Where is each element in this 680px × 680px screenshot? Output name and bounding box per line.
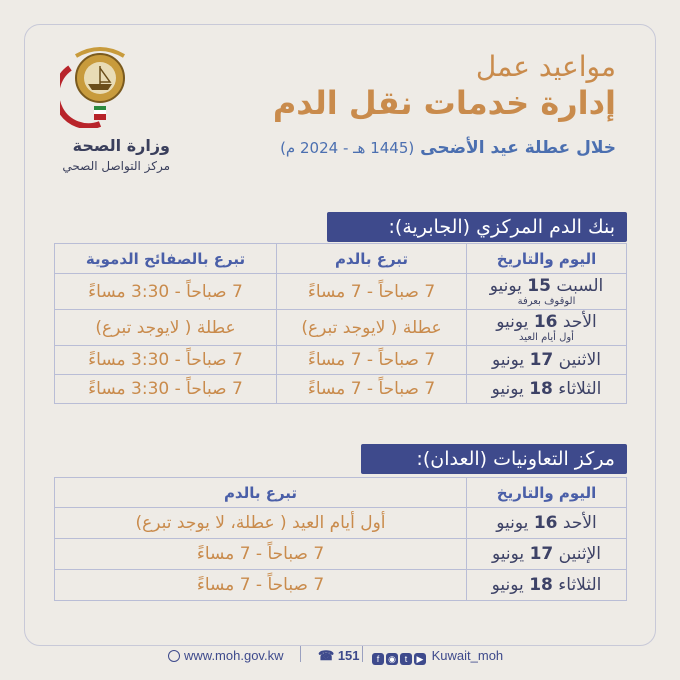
ministry-block (40, 136, 170, 173)
footer (0, 644, 680, 670)
day-month: يونيو (491, 350, 525, 370)
table-row (55, 310, 627, 346)
table-row (55, 346, 627, 375)
day-name: الثلاثاء (558, 379, 602, 399)
s1-row1-platelets: 7 صباحاً - 3:30 مساءً (55, 274, 277, 310)
title-line3-text: خلال عطلة عيد الأضحى (420, 138, 616, 158)
s2-row2-blood: 7 صباحاً - 7 مساءً (55, 539, 467, 570)
s2-row1-blood: أول أيام العيد ( عطلة، لا يوجد تبرع) (55, 508, 467, 539)
day-month: يونيو (496, 312, 529, 332)
table-row (55, 570, 627, 601)
s2-row2-day (467, 539, 627, 570)
day-date: 18 (529, 379, 553, 399)
divider (300, 646, 301, 662)
s2-header-blood: تبرع بالدم (55, 478, 467, 508)
day-date: 18 (529, 575, 553, 595)
table-row (55, 508, 627, 539)
table-row (55, 375, 627, 404)
section2-heading: مركز التعاونيات (العدان): (361, 444, 627, 474)
day-month: يونيو (491, 544, 525, 564)
s1-row4-day (467, 375, 627, 404)
title-line3-dates: (1445 هـ - 2024 م) (280, 139, 415, 157)
day-note: أول أيام العيد (519, 332, 574, 343)
title-line1: مواعيد عمل (475, 50, 616, 83)
s1-row4-platelets: 7 صباحاً - 3:30 مساءً (55, 375, 277, 404)
day-date: 17 (529, 350, 554, 370)
s1-row1-day (467, 274, 627, 310)
day-month: يونيو (489, 276, 522, 296)
day-date: 17 (529, 544, 554, 564)
ministry-center: مركز التواصل الصحي (62, 159, 170, 173)
s1-row3-day (467, 346, 627, 375)
social-links (372, 648, 503, 665)
day-name: الثلاثاء (558, 575, 602, 595)
s2-row1-day (467, 508, 627, 539)
phone-text: 151 (337, 648, 360, 663)
s1-row2-day (467, 310, 627, 346)
s1-row4-blood: 7 صباحاً - 7 مساءً (277, 375, 467, 404)
social-handle[interactable]: Kuwait_moh (431, 648, 504, 663)
day-date: 16 (533, 312, 558, 332)
s2-row3-blood: 7 صباحاً - 7 مساءً (55, 570, 467, 601)
s1-header-platelets: تبرع بالصفائح الدموية (55, 244, 277, 274)
instagram-icon[interactable]: ◉ (386, 653, 398, 665)
day-month: يونيو (491, 575, 524, 595)
divider (362, 646, 363, 662)
twitter-icon[interactable]: t (400, 653, 412, 665)
section1-heading: بنك الدم المركزي (الجابرية): (327, 212, 627, 242)
phone-number[interactable] (318, 648, 360, 664)
day-name: الأحد (562, 312, 597, 332)
day-name: السبت (556, 276, 604, 296)
day-date: 15 (527, 276, 551, 296)
globe-icon (168, 650, 180, 662)
day-month: يونيو (491, 379, 524, 399)
title-line2: إدارة خدمات نقل الدم (272, 84, 616, 122)
s1-row2-platelets: عطلة ( لايوجد تبرع) (55, 310, 277, 346)
title-line3 (280, 138, 616, 158)
section1-table (54, 243, 627, 404)
website-text: www.moh.gov.kw (184, 648, 284, 663)
s1-header-day: اليوم والتاريخ (467, 244, 627, 274)
youtube-icon[interactable]: ▶ (414, 653, 426, 665)
s2-header-day: اليوم والتاريخ (467, 478, 627, 508)
table-row (55, 539, 627, 570)
day-month: يونيو (496, 513, 529, 533)
s1-row2-blood: عطلة ( لايوجد تبرع) (277, 310, 467, 346)
s1-row3-platelets: 7 صباحاً - 3:30 مساءً (55, 346, 277, 375)
day-name: الإثنين (558, 544, 601, 564)
day-note: الوقوف بعرفة (517, 296, 576, 307)
s2-row3-day (467, 570, 627, 601)
table-row (55, 274, 627, 310)
s1-header-blood: تبرع بالدم (277, 244, 467, 274)
day-date: 16 (533, 513, 558, 533)
ministry-emblem-logo (60, 38, 136, 128)
s1-row3-blood: 7 صباحاً - 7 مساءً (277, 346, 467, 375)
section2-table (54, 477, 627, 601)
day-name: الأحد (562, 513, 597, 533)
s1-row1-blood: 7 صباحاً - 7 مساءً (277, 274, 467, 310)
facebook-icon[interactable]: f (372, 653, 384, 665)
ministry-name: وزارة الصحة (72, 136, 170, 155)
website-link[interactable] (168, 648, 283, 663)
day-name: الاثنين (558, 350, 601, 370)
phone-icon: ☎ (318, 648, 335, 663)
